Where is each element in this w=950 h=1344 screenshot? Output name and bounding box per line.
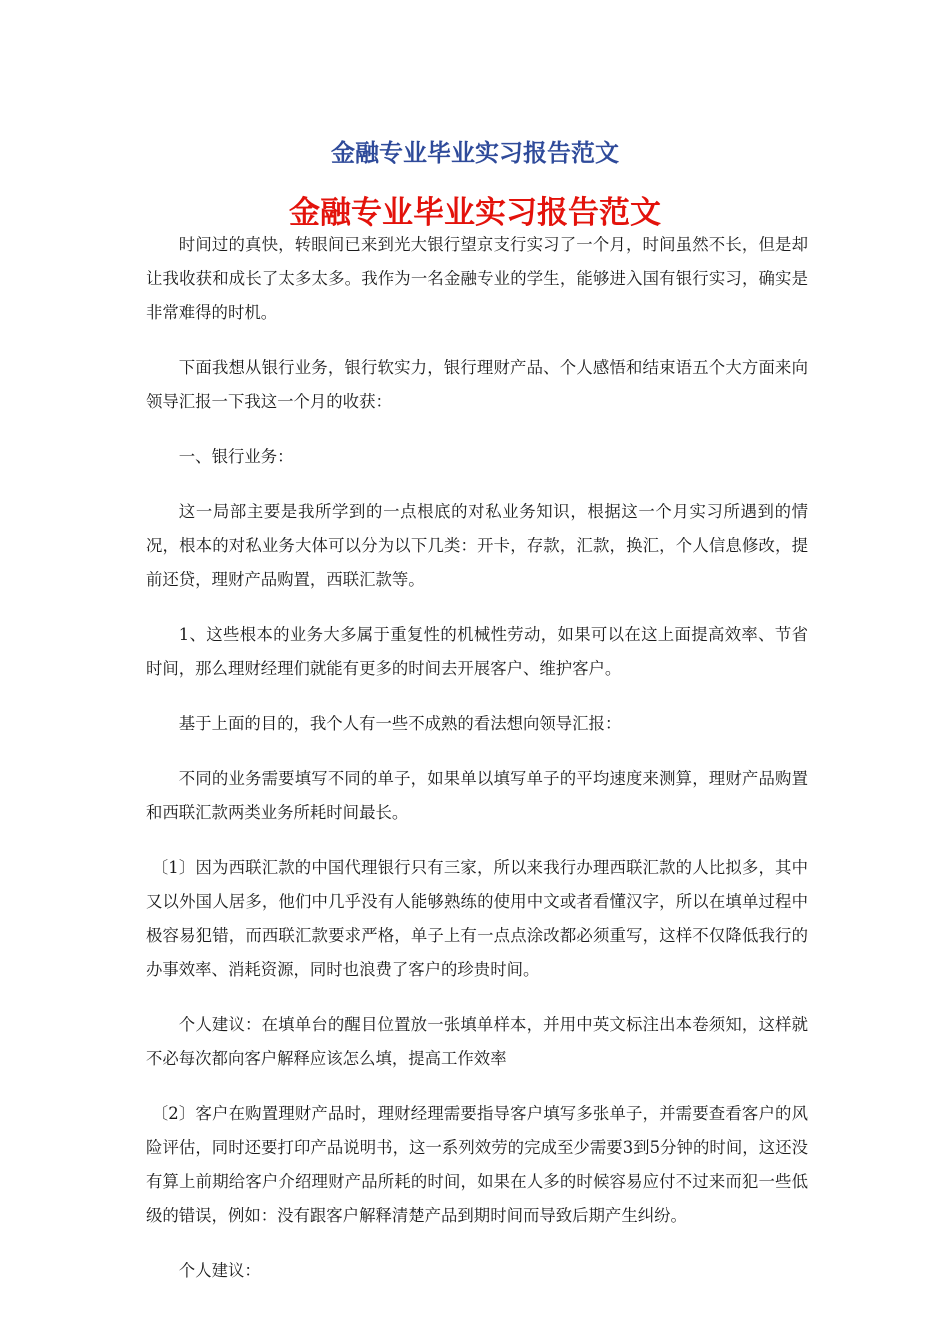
paragraph-form-time: 不同的业务需要填写不同的单子，如果单以填写单子的平均速度来测算，理财产品购置和西联汇款两类业务所耗时间最长。 [146, 769, 808, 822]
paragraph-suggestion-1: 个人建议：在填单台的醒目位置放一张填单样本，并用中英文标注出本卷须知，这样就不必每次都向客户解释应该怎么填，提高工作效率 [146, 1015, 808, 1068]
document-title: 金融专业毕业实习报告范文 [289, 195, 661, 231]
section-heading-bank-business: 一、银行业务： [178, 447, 294, 466]
paragraph-overview: 下面我想从银行业务，银行软实力，银行理财产品、个人感悟和结束语五个大方面来向领导汇报一下我这一个月的收获： [146, 358, 808, 411]
paragraph-point-1: 1、这些根本的业务大多属于重复性的机械性劳动，如果可以在这上面提高效率、节省时间，那么理财经理们就能有更多的时间去开展客户、维护客户。 [146, 625, 808, 678]
header-title: 金融专业毕业实习报告范文 [331, 139, 619, 167]
paragraph-suggestion-2: 个人建议： [178, 1261, 261, 1280]
paragraph-purpose: 基于上面的目的，我个人有一些不成熟的看法想向领导汇报： [178, 714, 622, 733]
paragraph-item-2: 〔2〕客户在购置理财产品时，理财经理需要指导客户填写多张单子，并需要查看客户的风险评估，同时还要打印产品说明书，这一系列效劳的完成至少需要3到5分钟的时间，这还没有算上前期给客户介绍理财产品所耗的时间，如果在人多的时候容易应付不过来而犯一些低级的错误，例如：没有跟客户解释清楚产品到期时间而导致后期产生纠纷。 [146, 1104, 808, 1225]
document-body [146, 228, 808, 1309]
paragraph-intro: 时间过的真快，转眼间已来到光大银行望京支行实习了一个月，时间虽然不长，但是却让我收获和成长了太多太多。我作为一名金融专业的学生，能够进入国有银行实习，确实是非常难得的时机。 [146, 235, 808, 322]
paragraph-item-1: 〔1〕因为西联汇款的中国代理银行只有三家，所以来我行办理西联汇款的人比拟多，其中又以外国人居多，他们中几乎没有人能够熟练的使用中文或者看懂汉字，所以在填单过程中极容易犯错，而西联汇款要求严格，单子上有一点点涂改都必须重写，这样不仅降低我行的办事效率、消耗资源，同时也浪费了客户的珍贵时间。 [146, 858, 808, 979]
paragraph-business-types: 这一局部主要是我所学到的一点根底的对私业务知识，根据这一个月实习所遇到的情况，根本的对私业务大体可以分为以下几类：开卡，存款，汇款，换汇，个人信息修改，提前还贷，理财产品购置，西联汇款等。 [146, 502, 808, 589]
